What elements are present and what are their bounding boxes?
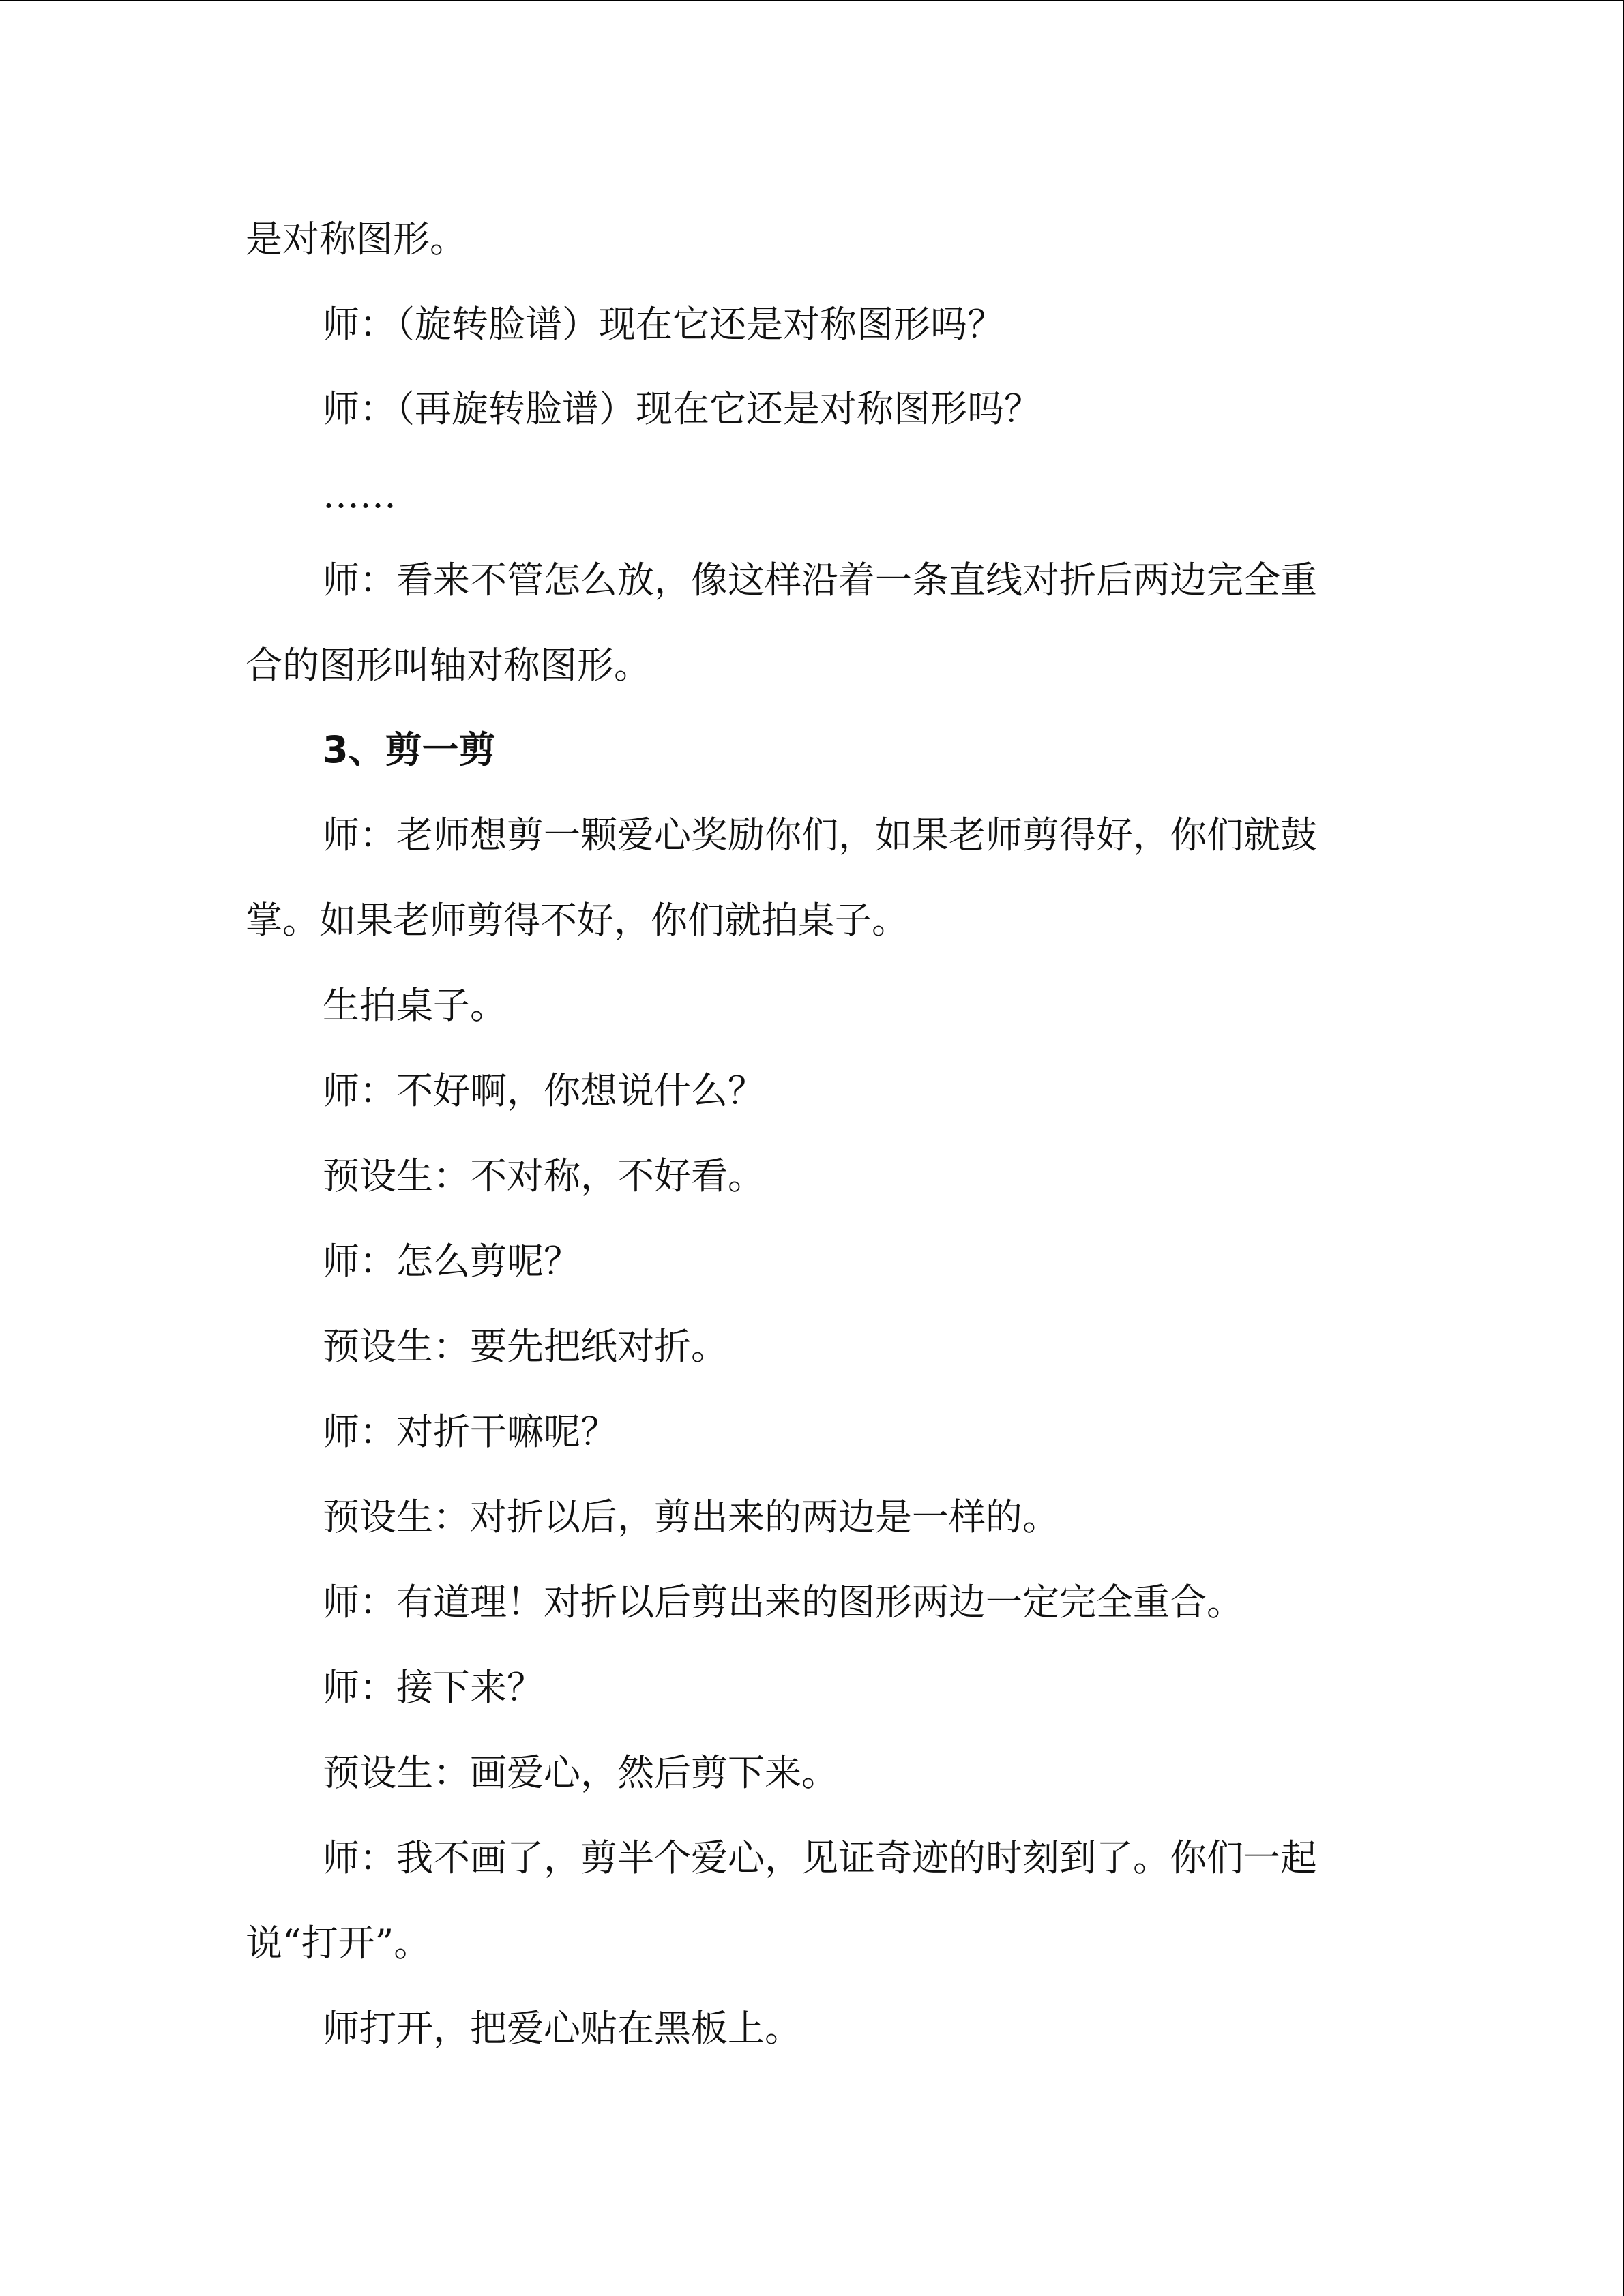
paragraph-student-fold: 预设生：要先把纸对折。 xyxy=(323,1325,728,1368)
paragraph-teacher-agree: 师：有道理！对折以后剪出来的图形两边一定完全重合。 xyxy=(323,1581,1243,1624)
section-heading-cut: 3、剪一剪 xyxy=(323,728,496,771)
paragraph-continuation: 是对称图形。 xyxy=(246,218,467,260)
paragraph-teacher-how: 师：怎么剪呢？ xyxy=(323,1240,580,1283)
paragraph-students-tap: 生拍桌子。 xyxy=(323,984,507,1027)
paragraph-student-draw-heart: 预设生：画爱心，然后剪下来。 xyxy=(323,1751,838,1794)
paragraph-student-same-sides: 预设生：对折以后，剪出来的两边是一样的。 xyxy=(323,1495,1059,1538)
paragraph-teacher-why-fold: 师：对折干嘛呢？ xyxy=(323,1410,617,1453)
paragraph-ellipsis: …… xyxy=(323,473,396,516)
paragraph-teacher-heart-cont: 掌。如果老师剪得不好，你们就拍桌子。 xyxy=(246,899,909,942)
paragraph-teacher-question: 师：不好啊，你想说什么？ xyxy=(323,1069,765,1112)
paragraph-teacher-rotate: 师：（旋转脸谱）现在它还是对称图形吗？ xyxy=(323,303,1004,346)
paragraph-axis-definition: 师：看来不管怎么放，像这样沿着一条直线对折后两边完全重 xyxy=(323,558,1317,601)
paragraph-student-not-symmetric: 预设生：不对称，不好看。 xyxy=(323,1154,765,1197)
paragraph-teacher-heart: 师：老师想剪一颗爱心奖励你们，如果老师剪得好，你们就鼓 xyxy=(323,814,1317,856)
paragraph-teacher-rotate-again: 师：（再旋转脸谱）现在它还是对称图形吗？ xyxy=(323,387,1041,430)
paragraph-teacher-half-heart: 师：我不画了，剪半个爱心，见证奇迹的时刻到了。你们一起 xyxy=(323,1836,1317,1879)
paragraph-teacher-next: 师：接下来？ xyxy=(323,1666,544,1709)
paragraph-teacher-half-heart-cont: 说“打开”。 xyxy=(246,1922,431,1965)
paragraph-axis-definition-cont: 合的图形叫轴对称图形。 xyxy=(246,644,651,687)
paragraph-teacher-open: 师打开，把爱心贴在黑板上。 xyxy=(323,2007,801,2050)
